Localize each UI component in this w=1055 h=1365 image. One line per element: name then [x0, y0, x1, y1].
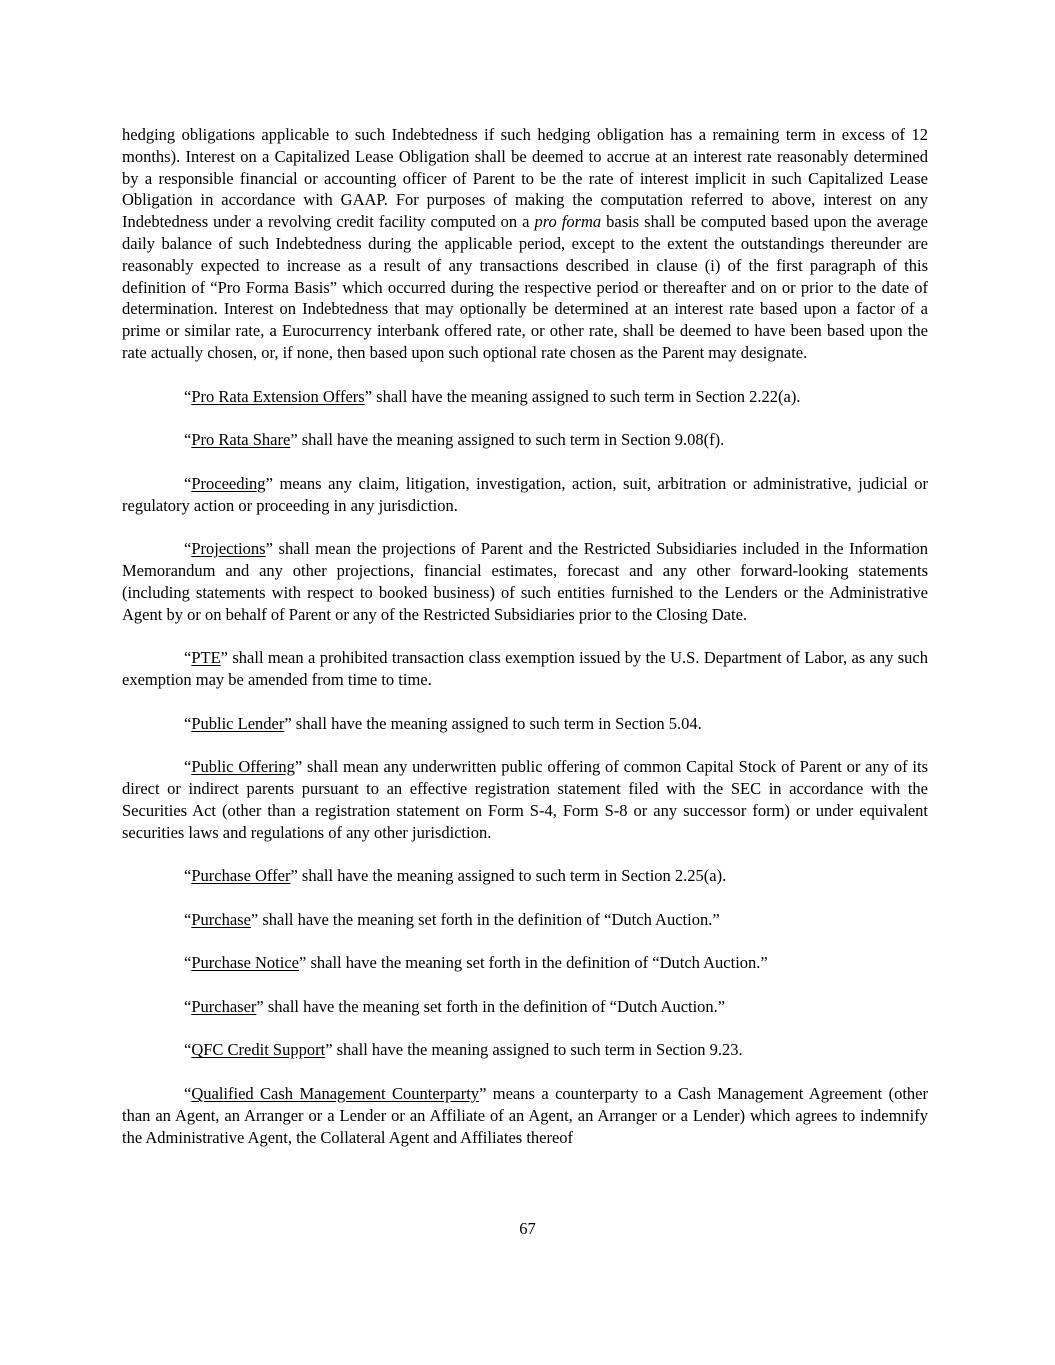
text-run: ” shall have the meaning set forth in the definition of “Dutch Auction.” [299, 953, 768, 973]
paragraph-pro-rata-extension-offers [122, 386, 928, 408]
paragraph-qualified-cash-management-counterparty [122, 1083, 928, 1148]
text-run: “ [184, 430, 192, 450]
document-body [122, 124, 928, 1170]
text-run: ” shall have the meaning set forth in the definition of “Dutch Auction.” [256, 996, 726, 1016]
paragraph-qfc-credit-support [122, 1039, 928, 1061]
text-run: ” shall mean the projections of Parent and the Restricted Subsidiaries included in the Information Memorandum and any other projections, financial estimates, forecast and any other forward-looking statements (including statements with respect to booked business) of such entities furnished to the Lenders or the Administrative Agent by or on behalf of Parent or any of the Restricted Subsidiaries prior to the Closing Date. [122, 539, 928, 624]
paragraph-public-offering [122, 756, 928, 843]
text-run: “ [184, 1084, 192, 1104]
text-run: “ [184, 953, 192, 973]
text-run: “ [184, 909, 192, 929]
text-run: “ [184, 757, 192, 777]
paragraph-pte [122, 647, 928, 691]
text-run: “ [184, 1040, 192, 1060]
paragraph-public-lender [122, 713, 928, 735]
paragraph-purchase-notice [122, 952, 928, 974]
paragraph-purchaser [122, 996, 928, 1018]
text-run: ” shall have the meaning assigned to such term in Section 5.04. [284, 713, 702, 733]
paragraph-purchase [122, 909, 928, 931]
defined-term: Purchase Offer [191, 866, 291, 886]
defined-term: Qualified Cash Management Counterparty [191, 1084, 480, 1104]
text-run: hedging obligations applicable to such Indebtedness if such hedging obligation has a remaining term in excess of 12 months). Interest on a Capitalized Lease Obligation shall be deemed to accrue at an interest rate reasonably determined by a responsible financial or accounting officer of Parent to be the rate of interest implicit in such Capitalized Lease Obligation in accordance with GAAP. For purposes of making the computation referred to above, interest on any Indebtedness under a revolving credit facility computed on a [122, 125, 928, 232]
text-run: ” shall mean any underwritten public offering of common Capital Stock of Parent or any of its direct or indirect parents pursuant to an effective registration statement filed with the SEC in accordance with the Securities Act (other than a registration statement on Form S-4, Form S-8 or any successor form) or under equivalent securities laws and regulations of any other jurisdiction. [122, 757, 928, 842]
defined-term: QFC Credit Support [191, 1040, 326, 1060]
text-run: “ [184, 713, 192, 733]
defined-term: Purchase [191, 909, 251, 929]
text-run: basis shall be computed based upon the average daily balance of such Indebtedness during the applicable period, except to the extent the outstandings thereunder are reasonably expected to increase as a result of any transactions described in clause (i) of the first paragraph of this definition of “Pro Forma Basis” which occurred during the respective period or thereafter and on or prior to the date of determination. Interest on Indebtedness that may optionally be determined at an interest rate based upon a factor of a prime or similar rate, a Eurocurrency interbank offered rate, or other rate, shall be deemed to have been based upon the rate actually chosen, or, if none, then based upon such optional rate chosen as the Parent may designate. [122, 212, 928, 362]
text-run: “ [184, 996, 192, 1016]
text-run: “ [184, 648, 192, 668]
text-run: “ [184, 386, 192, 406]
text-run: ” shall have the meaning set forth in the definition of “Dutch Auction.” [250, 909, 720, 929]
text-run: ” shall have the meaning assigned to such term in Section 9.23. [325, 1040, 743, 1060]
text-run: pro forma [534, 212, 602, 232]
defined-term: Projections [191, 539, 266, 559]
text-run: ” shall have the meaning assigned to such term in Section 2.22(a). [364, 386, 801, 406]
text-run: ” shall mean a prohibited transaction class exemption issued by the U.S. Department of Labor, as any such exemption may be amended from time to time. [122, 648, 928, 689]
text-run: ” shall have the meaning assigned to such term in Section 9.08(f). [290, 430, 725, 450]
paragraph-projections [122, 538, 928, 625]
text-run: ” means a counterparty to a Cash Management Agreement (other than an Agent, an Arranger or a Lender or an Affiliate of an Agent, an Arranger or a Lender) which agrees to indemnify the Administrative Agent, the Collateral Agent and Affiliates thereof [122, 1084, 928, 1147]
paragraph-proceeding [122, 473, 928, 517]
defined-term: Purchase Notice [191, 953, 299, 973]
text-run: ” means any claim, litigation, investigation, action, suit, arbitration or administrative, judicial or regulatory action or proceeding in any jurisdiction. [122, 473, 928, 515]
page-number: 67 [519, 1219, 536, 1238]
defined-term: PTE [191, 648, 221, 668]
paragraph-pro-forma-basis-continuation [122, 124, 928, 364]
defined-term: Proceeding [191, 473, 266, 493]
text-run: ” shall have the meaning assigned to such term in Section 2.25(a). [290, 866, 727, 886]
defined-term: Public Lender [191, 713, 285, 733]
paragraph-purchase-offer [122, 865, 928, 887]
defined-term: Purchaser [191, 996, 257, 1016]
defined-term: Pro Rata Share [191, 430, 291, 450]
text-run: “ [184, 866, 192, 886]
defined-term: Public Offering [191, 757, 295, 777]
text-run: “ [184, 473, 192, 493]
paragraph-pro-rata-share [122, 429, 928, 451]
defined-term: Pro Rata Extension Offers [191, 386, 365, 406]
text-run: “ [184, 539, 192, 559]
